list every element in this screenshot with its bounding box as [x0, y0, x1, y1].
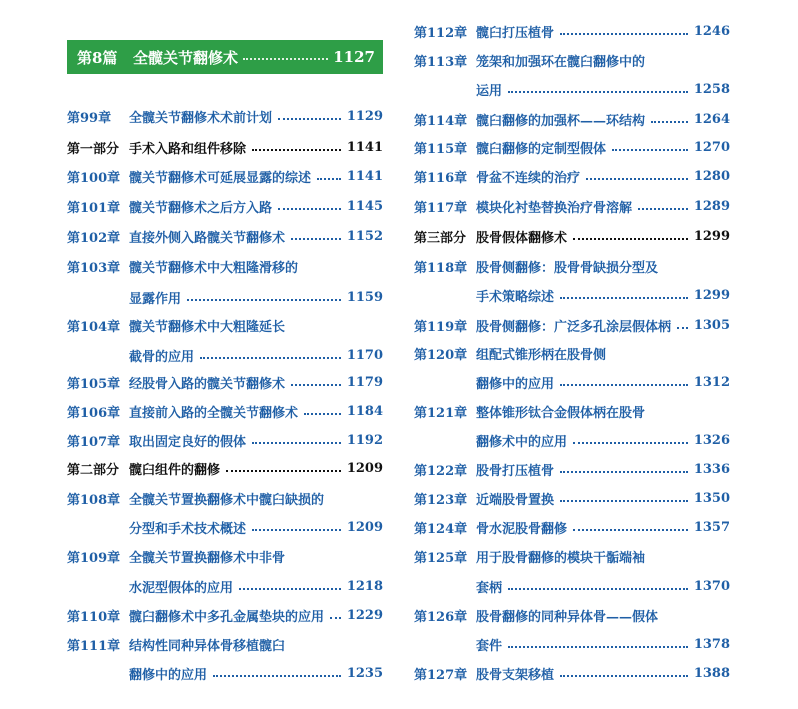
page-number: 1141 [346, 168, 383, 184]
dot-leader [586, 178, 688, 180]
chapter-number: 第106章 [67, 405, 121, 421]
dot-leader [651, 121, 688, 123]
dot-leader [560, 297, 688, 299]
entry-title: 翻修中的应用 [129, 667, 208, 683]
page-number: 1159 [346, 289, 383, 305]
toc-chapter-entry [414, 488, 730, 508]
entry-title: 模块化衬垫替换治疗骨溶解 [476, 200, 633, 216]
chapter-number: 第109章 [67, 550, 121, 566]
banner-page-number: 1127 [333, 48, 375, 66]
entry-title: 用于股骨翻修的模块干骺端袖 [476, 550, 646, 566]
toc-chapter-entry [67, 401, 383, 421]
entry-title: 股骨打压植骨 [476, 463, 555, 479]
chapter-number: 第108章 [67, 492, 121, 508]
dot-leader [213, 675, 341, 677]
chapter-number: 第119章 [414, 319, 468, 335]
dot-leader [573, 238, 688, 240]
dot-leader [560, 471, 688, 473]
entry-title: 运用 [476, 83, 503, 99]
entry-title: 直接外侧入路髋关节翻修术 [129, 230, 286, 246]
dot-leader [291, 384, 341, 386]
toc-chapter-entry [414, 50, 730, 70]
page-number: 1218 [346, 578, 383, 594]
entry-title: 翻修术中的应用 [476, 434, 568, 450]
entry-title: 股骨侧翻修：股骨骨缺损分型及 [476, 260, 659, 276]
entry-title: 骨盆不连续的治疗 [476, 170, 581, 186]
entry-title: 整体锥形钛合金假体柄在股骨 [476, 405, 646, 421]
entry-title: 组配式锥形柄在股骨侧 [476, 347, 607, 363]
toc-chapter-entry [67, 488, 383, 508]
toc-entry-continuation [414, 430, 730, 450]
banner-part-label: 第8篇 [77, 48, 118, 67]
page-number: 1299 [693, 228, 730, 244]
toc-chapter-entry [67, 196, 383, 216]
dot-leader [291, 238, 341, 240]
entry-title: 髋关节翻修术之后方入路 [129, 200, 273, 216]
page-number: 1141 [346, 139, 383, 155]
entry-title: 近端股骨置换 [476, 492, 555, 508]
toc-chapter-entry [414, 137, 730, 157]
page-number: 1192 [346, 432, 383, 448]
dot-leader [252, 529, 341, 531]
page-number: 1152 [346, 228, 383, 244]
toc-chapter-entry [67, 430, 383, 450]
dot-leader [677, 327, 688, 329]
dot-leader [560, 500, 688, 502]
chapter-number: 第122章 [414, 463, 468, 479]
toc-chapter-entry [67, 634, 383, 654]
toc-part-entry [67, 137, 383, 157]
part-number: 第二部分 [67, 462, 120, 478]
entry-title: 髋臼打压植骨 [476, 25, 555, 41]
page-number: 1336 [693, 461, 730, 477]
entry-title: 股骨翻修的同种异体骨——假体 [476, 609, 659, 625]
toc-chapter-entry [67, 166, 383, 186]
entry-title: 取出固定良好的假体 [129, 434, 247, 450]
entry-title: 翻修中的应用 [476, 376, 555, 392]
page-number: 1209 [346, 460, 383, 476]
chapter-number: 第103章 [67, 260, 121, 276]
dot-leader [612, 149, 688, 151]
toc-chapter-entry [67, 546, 383, 566]
entry-title: 髋臼翻修的加强杯——环结构 [476, 113, 646, 129]
page-number: 1129 [346, 108, 383, 124]
dot-leader [278, 208, 341, 210]
toc-entry-continuation [67, 287, 383, 307]
entry-title: 股骨假体翻修术 [476, 230, 568, 246]
entry-title: 手术策略综述 [476, 289, 555, 305]
entry-title: 骨水泥股骨翻修 [476, 521, 568, 537]
page-number: 1258 [693, 81, 730, 97]
entry-title: 股骨侧翻修：广泛多孔涂层假体柄 [476, 319, 672, 335]
toc-chapter-entry [414, 517, 730, 537]
page-number: 1270 [693, 139, 730, 155]
banner-dot-leader [243, 58, 328, 60]
entry-title: 全髋关节置换翻修术中非骨 [129, 550, 286, 566]
entry-title: 髋臼翻修的定制型假体 [476, 141, 607, 157]
chapter-number: 第113章 [414, 54, 468, 70]
dot-leader [252, 442, 341, 444]
toc-chapter-entry [67, 372, 383, 392]
dot-leader [187, 299, 341, 301]
toc-entry-continuation [67, 345, 383, 365]
page-number: 1305 [693, 317, 730, 333]
chapter-number: 第118章 [414, 260, 468, 276]
page-number: 1264 [693, 111, 730, 127]
chapter-number: 第116章 [414, 170, 468, 186]
entry-title: 全髋关节置换翻修术中髋臼缺损的 [129, 492, 325, 508]
chapter-number: 第124章 [414, 521, 468, 537]
page-number: 1312 [693, 374, 730, 390]
toc-part-entry [67, 458, 383, 478]
toc-chapter-entry [414, 196, 730, 216]
toc-entry-continuation [414, 79, 730, 99]
dot-leader [573, 529, 688, 531]
toc-entry-continuation [414, 285, 730, 305]
page-number: 1170 [346, 347, 383, 363]
chapter-number: 第123章 [414, 492, 468, 508]
dot-leader [560, 675, 688, 677]
entry-title: 截骨的应用 [129, 349, 195, 365]
dot-leader [239, 588, 341, 590]
toc-entry-continuation [67, 517, 383, 537]
chapter-number: 第105章 [67, 376, 121, 392]
toc-chapter-entry [67, 315, 383, 335]
toc-entry-continuation [414, 634, 730, 654]
toc-chapter-entry [414, 256, 730, 276]
toc-entry-continuation [414, 372, 730, 392]
page-number: 1229 [346, 607, 383, 623]
page-number: 1235 [346, 665, 383, 681]
entry-title: 手术入路和组件移除 [129, 141, 247, 157]
toc-chapter-entry [414, 459, 730, 479]
entry-title: 套件 [476, 638, 503, 654]
entry-title: 显露作用 [129, 291, 182, 307]
chapter-number: 第114章 [414, 113, 468, 129]
entry-title: 髋关节翻修术中大粗隆滑移的 [129, 260, 299, 276]
page-number: 1388 [693, 665, 730, 681]
page-number: 1357 [693, 519, 730, 535]
page-number: 1179 [346, 374, 383, 390]
entry-title: 分型和手术技术概述 [129, 521, 247, 537]
dot-leader [638, 208, 688, 210]
toc-chapter-entry [414, 166, 730, 186]
toc-entry-continuation [414, 576, 730, 596]
dot-leader [200, 357, 341, 359]
toc-chapter-entry [414, 605, 730, 625]
page-number: 1246 [693, 23, 730, 39]
toc-entry-continuation [67, 576, 383, 596]
entry-title: 髋臼组件的翻修 [129, 462, 221, 478]
dot-leader [508, 588, 688, 590]
toc-chapter-entry [67, 605, 383, 625]
dot-leader [226, 470, 341, 472]
page-number: 1184 [346, 403, 383, 419]
dot-leader [508, 646, 688, 648]
page-number: 1350 [693, 490, 730, 506]
dot-leader [278, 118, 341, 120]
entry-title: 套柄 [476, 580, 503, 596]
toc-chapter-entry [67, 106, 383, 126]
chapter-number: 第104章 [67, 319, 121, 335]
dot-leader [317, 178, 341, 180]
page-number: 1299 [693, 287, 730, 303]
toc-chapter-entry [414, 21, 730, 41]
page-number: 1378 [693, 636, 730, 652]
chapter-number: 第101章 [67, 200, 121, 216]
entry-title: 经股骨入路的髋关节翻修术 [129, 376, 286, 392]
toc-chapter-entry [414, 315, 730, 335]
page-number: 1209 [346, 519, 383, 535]
toc-entry-continuation [67, 663, 383, 683]
part-banner [67, 40, 383, 74]
entry-title: 髋关节翻修术中大粗隆延长 [129, 319, 286, 335]
chapter-number: 第99章 [67, 110, 112, 126]
toc-chapter-entry [67, 256, 383, 276]
entry-title: 结构性同种异体骨移植髋臼 [129, 638, 286, 654]
page-number: 1280 [693, 168, 730, 184]
chapter-number: 第107章 [67, 434, 121, 450]
dot-leader [560, 384, 688, 386]
chapter-number: 第115章 [414, 141, 468, 157]
chapter-number: 第120章 [414, 347, 468, 363]
toc-chapter-entry [67, 226, 383, 246]
chapter-number: 第125章 [414, 550, 468, 566]
part-number: 第三部分 [414, 230, 467, 246]
chapter-number: 第102章 [67, 230, 121, 246]
dot-leader [573, 442, 688, 444]
dot-leader [304, 413, 341, 415]
dot-leader [252, 149, 341, 151]
toc-chapter-entry [414, 401, 730, 421]
chapter-number: 第127章 [414, 667, 468, 683]
entry-title: 股骨支架移植 [476, 667, 555, 683]
page-number: 1145 [346, 198, 383, 214]
toc-chapter-entry [414, 546, 730, 566]
entry-title: 全髋关节翻修术术前计划 [129, 110, 273, 126]
entry-title: 笼架和加强环在髋臼翻修中的 [476, 54, 646, 70]
chapter-number: 第112章 [414, 25, 468, 41]
chapter-number: 第121章 [414, 405, 468, 421]
page-number: 1370 [693, 578, 730, 594]
page-number: 1326 [693, 432, 730, 448]
chapter-number: 第100章 [67, 170, 121, 186]
chapter-number: 第126章 [414, 609, 468, 625]
entry-title: 髋关节翻修术可延展显露的综述 [129, 170, 312, 186]
toc-chapter-entry [414, 343, 730, 363]
chapter-number: 第110章 [67, 609, 121, 625]
entry-title: 髋臼翻修术中多孔金属垫块的应用 [129, 609, 325, 625]
part-number: 第一部分 [67, 141, 120, 157]
entry-title: 直接前入路的全髋关节翻修术 [129, 405, 299, 421]
dot-leader [330, 617, 341, 619]
dot-leader [560, 33, 688, 35]
toc-chapter-entry [414, 109, 730, 129]
dot-leader [508, 91, 688, 93]
chapter-number: 第117章 [414, 200, 468, 216]
toc-part-entry [414, 226, 730, 246]
chapter-number: 第111章 [67, 638, 121, 654]
toc-chapter-entry [414, 663, 730, 683]
banner-title: 全髋关节翻修术 [133, 48, 239, 67]
entry-title: 水泥型假体的应用 [129, 580, 234, 596]
page-number: 1289 [693, 198, 730, 214]
